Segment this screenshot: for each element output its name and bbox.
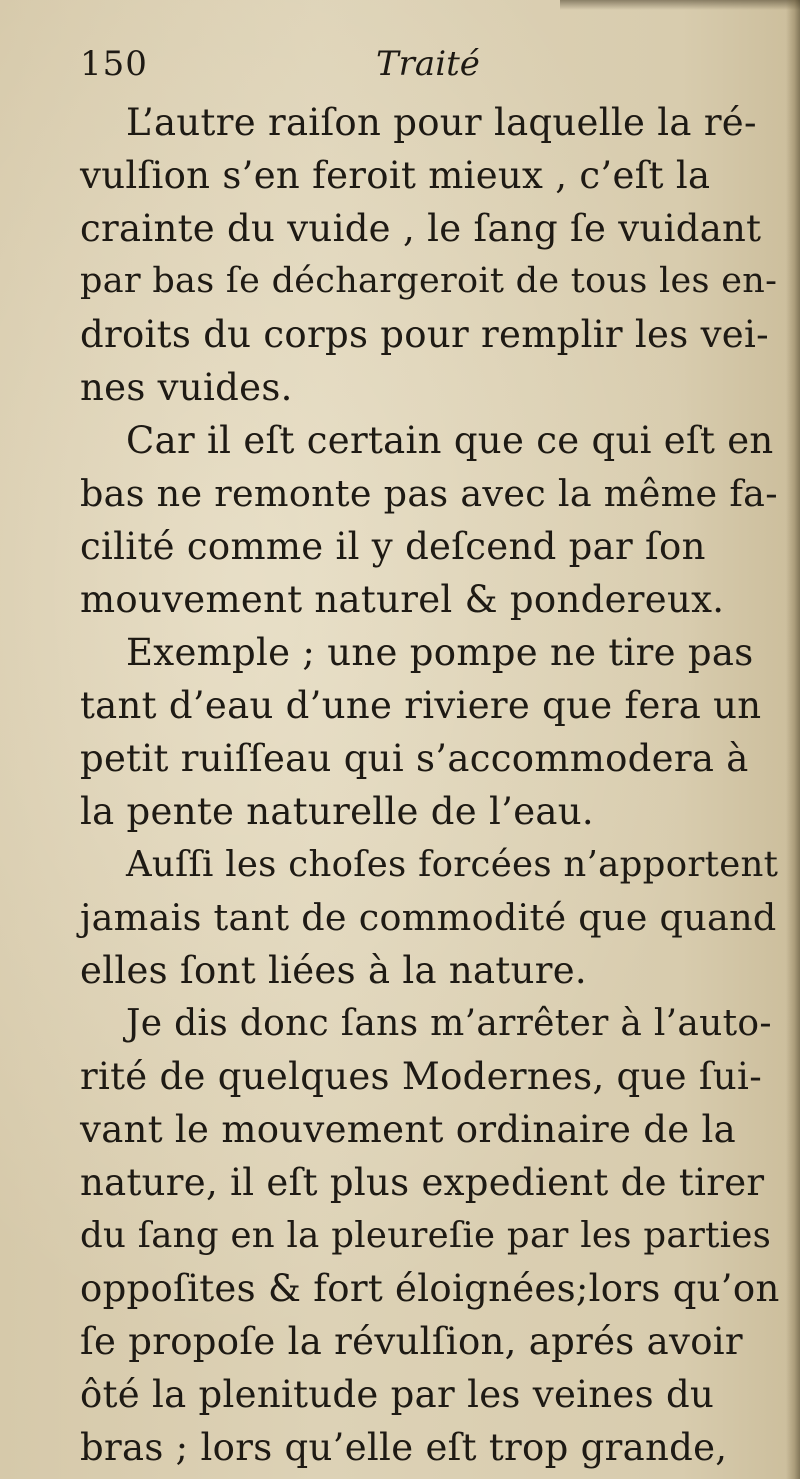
text-line: nature, il eſt plus expedient de tirer [80,1161,765,1204]
text-line: L’autre raiſon pour laquelle la ré- [126,101,757,144]
page-top-shadow [560,0,800,10]
page-edge-shadow [786,0,800,1479]
text-line: petit ruiſſeau qui s’accommodera à [80,737,749,780]
text-line: cilité comme il y deſcend par ſon [80,525,706,568]
text-line: rité de quelques Modernes, que ſui- [80,1055,762,1098]
text-line: mouvement naturel & pondereux. [80,578,725,621]
text-line: ſe propoſe la révulſion, aprés avoir [80,1320,743,1363]
text-line: elles ſont liées à la nature. [80,949,587,992]
text-line: jamais tant de commodité que quand [80,896,777,939]
text-line: ôté la plenitude par les veines du [80,1373,715,1416]
text-line: la pente naturelle de l’eau. [80,790,594,833]
text-line: tant d’eau d’une riviere que fera un [80,684,762,727]
body-text [80,96,780,1474]
text-line: Je dis donc ſans m’arrêter à l’auto- [126,1003,772,1044]
text-line: Auſſi les choſes forcées n’apportent [126,844,779,885]
text-line: droits du corps pour remplir les vei- [80,313,769,356]
text-line: oppoſites & fort éloignées;lors qu’on [80,1267,780,1310]
text-line: crainte du vuide , le ſang ſe vuidant [80,207,762,250]
text-line: bras ; lors qu’elle eſt trop grande, [80,1426,728,1469]
text-line: bas ne remonte pas avec la même fa- [80,472,778,515]
page-number: 150 [80,44,148,84]
text-line: du ſang en la pleureſie par les parties [80,1215,772,1256]
text-line: nes vuides. [80,366,293,409]
text-line: vulſion s’en feroit mieux , c’eſt la [80,154,711,197]
text-line: vant le mouvement ordinaire de la [80,1108,737,1151]
text-line: Car il eſt certain que ce qui eſt en [126,419,774,462]
running-head: Traité [376,44,480,84]
page-header [80,44,780,94]
text-line: par bas ſe déchargeroit de tous les en- [80,261,778,301]
text-line: Exemple ; une pompe ne tire pas [126,631,754,674]
